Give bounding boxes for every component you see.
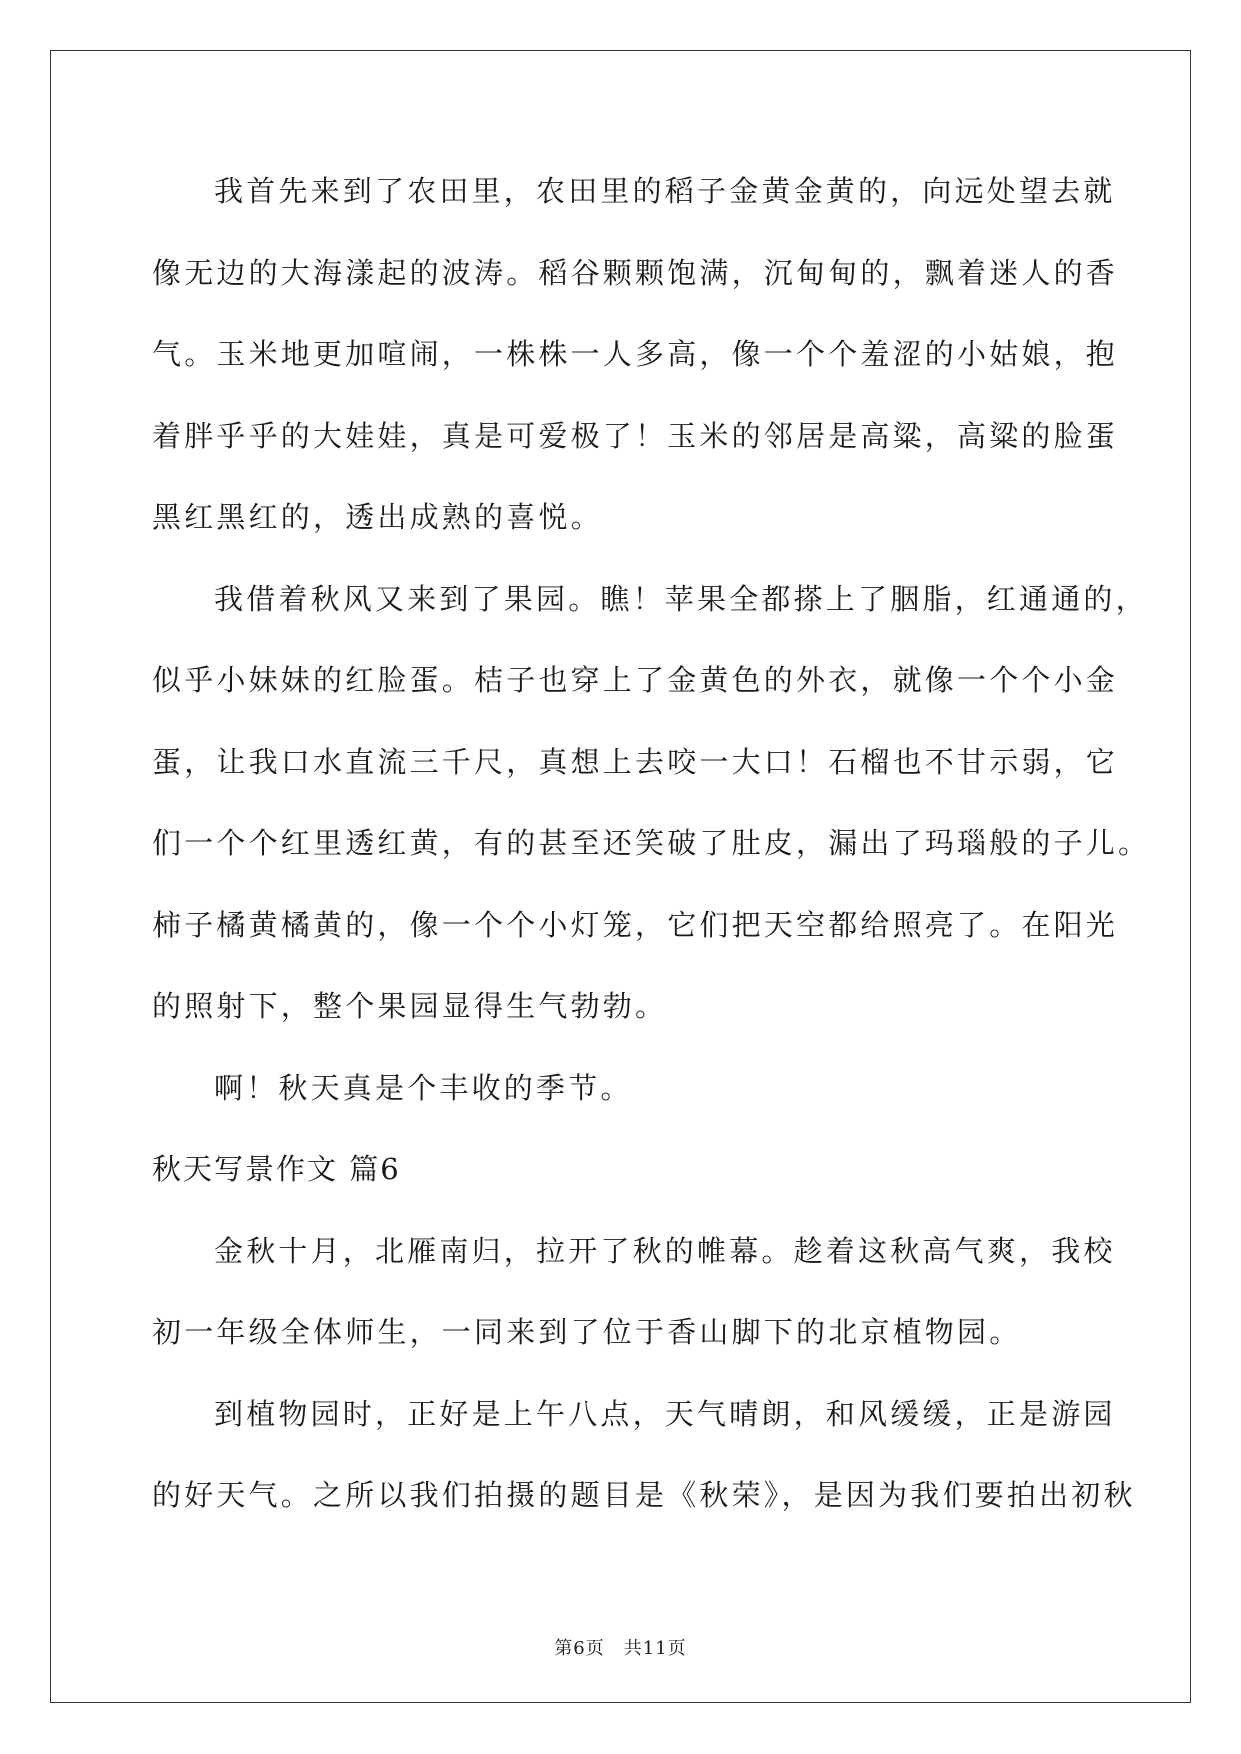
paragraph-line: 黑红黑红的，透出成熟的喜悦。 (152, 500, 603, 534)
paragraph-line: 柿子橘黄橘黄的，像一个个小灯笼，它们把天空都给照亮了。在阳光 (152, 907, 1119, 942)
paragraph-line: 初一年级全体师生，一同来到了位于香山脚下的北京植物园。 (152, 1315, 1022, 1349)
paragraph-line: 蛋，让我口水直流三千尺，真想上去咬一大口！石榴也不甘示弱，它 (152, 744, 1119, 779)
paragraph-line: 似乎小妹妹的红脸蛋。桔子也穿上了金黄色的外衣，就像一个个小金 (152, 663, 1119, 697)
paragraph-line: 我首先来到了农田里，农田里的稻子金黄金黄的，向远处望去就 (214, 174, 1116, 208)
paragraph-line: 的好天气。之所以我们拍摄的题目是《秋荣》，是因为我们要拍出初秋 (152, 1478, 1136, 1512)
paragraph-line: 到植物园时，正好是上午八点，天气晴朗，和风缓缓，正是游园 (214, 1396, 1116, 1431)
paragraph-line: 我借着秋风又来到了果园。瞧！苹果全都搽上了胭脂，红通通的， (214, 581, 1148, 616)
document-body (152, 162, 1151, 1548)
paragraph-line: 着胖乎乎的大娃娃，真是可爱极了！玉米的邻居是高粱，高粱的脸蛋 (152, 418, 1119, 453)
paragraph-line: 像无边的大海漾起的波涛。稻谷颗颗饱满，沉甸甸的，飘着迷人的香 (152, 255, 1119, 290)
paragraph-line: 气。玉米地更加喧闹，一株株一人多高，像一个个羞涩的小姑娘，抱 (152, 337, 1119, 371)
section-heading: 秋天写景作文 篇6 (152, 1152, 401, 1186)
page-number-footer: 第6页 共11页 (554, 1638, 687, 1659)
paragraph-line: 金秋十月，北雁南归，拉开了秋的帷幕。趁着这秋高气爽，我校 (214, 1233, 1116, 1268)
paragraph-line: 啊！秋天真是个丰收的季节。 (214, 1070, 633, 1105)
paragraph-line: 的照射下，整个果园显得生气勃勃。 (152, 989, 668, 1023)
paragraph-line: 们一个个红里透红黄，有的甚至还笑破了肚皮，漏出了玛瑙般的子儿。 (152, 826, 1151, 860)
